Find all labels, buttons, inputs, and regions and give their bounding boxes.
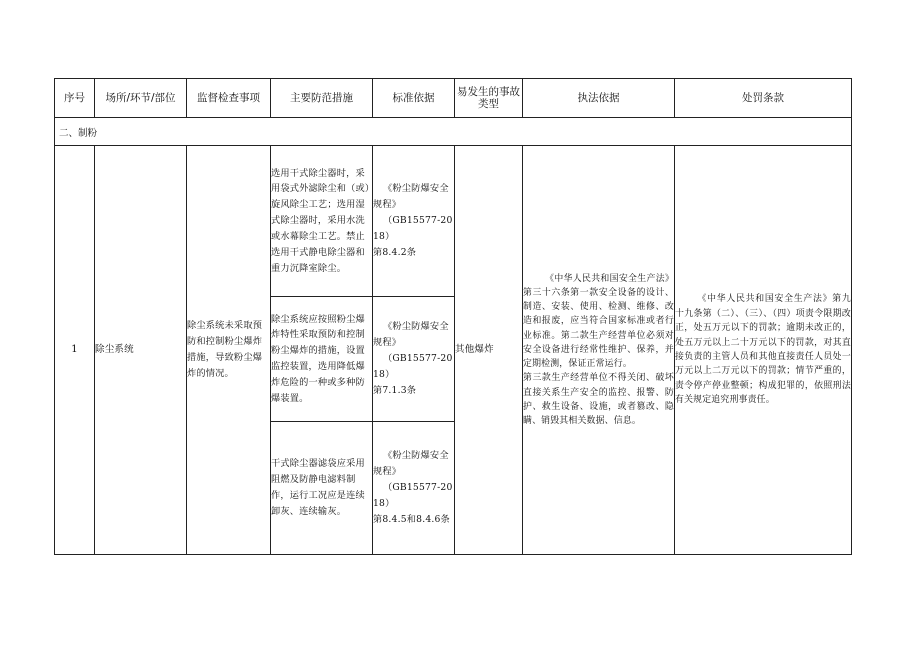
standard-1 <box>373 146 455 297</box>
header-penalty-clause: 处罚条款 <box>675 79 852 118</box>
header-row <box>55 79 852 118</box>
header-legal-basis: 执法依据 <box>523 79 675 118</box>
inspection-table <box>54 78 852 555</box>
row-place: 除尘系统 <box>95 146 187 555</box>
standard-3-code: （GB15577-2018） <box>373 482 453 509</box>
measure-2: 除尘系统应按照粉尘爆炸特性采取预防和控制粉尘爆炸的措施，设置监控装置，选用降低爆炸危险的一种或多种防爆装置。 <box>271 297 373 422</box>
header-measures: 主要防范措施 <box>271 79 373 118</box>
row-penalty <box>675 146 852 555</box>
section-title: 二、制粉 <box>55 118 852 146</box>
row-index: 1 <box>55 146 95 555</box>
standard-3-name: 《粉尘防爆安全规程》 <box>373 450 449 478</box>
standard-3 <box>373 422 455 555</box>
row-inspection-item: 除尘系统未采取预防和控制粉尘爆炸措施，导致粉尘爆炸的情况。 <box>187 146 271 555</box>
standard-2-code: （GB15577-2018） <box>373 353 453 380</box>
row-accident-type: 其他爆炸 <box>455 146 523 555</box>
header-index: 序号 <box>55 79 95 118</box>
standard-2-clause: 第7.1.3条 <box>373 384 417 396</box>
row-legal-basis <box>523 146 675 555</box>
section-row <box>55 118 852 146</box>
standard-1-code: （GB15577-2018） <box>373 215 453 242</box>
measure-3: 干式除尘器滤袋应采用阻燃及防静电滤料制作，运行工况应是连续卸灰、连续输灰。 <box>271 422 373 555</box>
standard-3-clause: 第8.4.5和8.4.6条 <box>373 513 450 525</box>
header-place: 场所/环节/部位 <box>95 79 187 118</box>
measure-1: 选用干式除尘器时，采用袋式外滤除尘和（或）旋风除尘工艺；选用湿式除尘器时，采用水洗或水幕除尘工艺。禁止选用干式静电除尘器和重力沉降室除尘。 <box>271 146 373 297</box>
legal-basis-p2: 第三款生产经营单位不得关闭、破坏直接关系生产安全的监控、报警、防护、救生设备、设施，或者篡改、隐瞒、销毁其相关数据、信息。 <box>523 373 674 427</box>
header-standard-basis: 标准依据 <box>373 79 455 118</box>
standard-1-name: 《粉尘防爆安全规程》 <box>373 183 449 211</box>
standard-2-name: 《粉尘防爆安全规程》 <box>373 321 449 349</box>
legal-basis-p1: 《中华人民共和国安全生产法》第三十六条第一款安全设备的设计、制造、安装、使用、检测、维修、改造和报废，应当符合国家标准或者行业标准。第二款生产经营单位必须对安全设备进行经常性维护、保养，并定期检测，保证正常运行。 <box>523 273 674 370</box>
standard-2 <box>373 297 455 422</box>
table-row <box>55 146 852 297</box>
penalty-p1: 《中华人民共和国安全生产法》第九十九条第（二）、（三）、（四）项责令限期改正，处五万元以下的罚款；逾期未改正的，处五万元以上二十万元以下的罚款，对其直接负责的主管人员和其他直接责任人员处一万元以上二万元以下的罚款；情节严重的，责令停产停业整顿；构成犯罪的，依照刑法有关规定追究刑事责任。 <box>675 294 851 406</box>
header-inspection-item: 监督检查事项 <box>187 79 271 118</box>
header-accident-type: 易发生的事故类型 <box>455 79 523 118</box>
standard-1-clause: 第8.4.2条 <box>373 246 417 258</box>
